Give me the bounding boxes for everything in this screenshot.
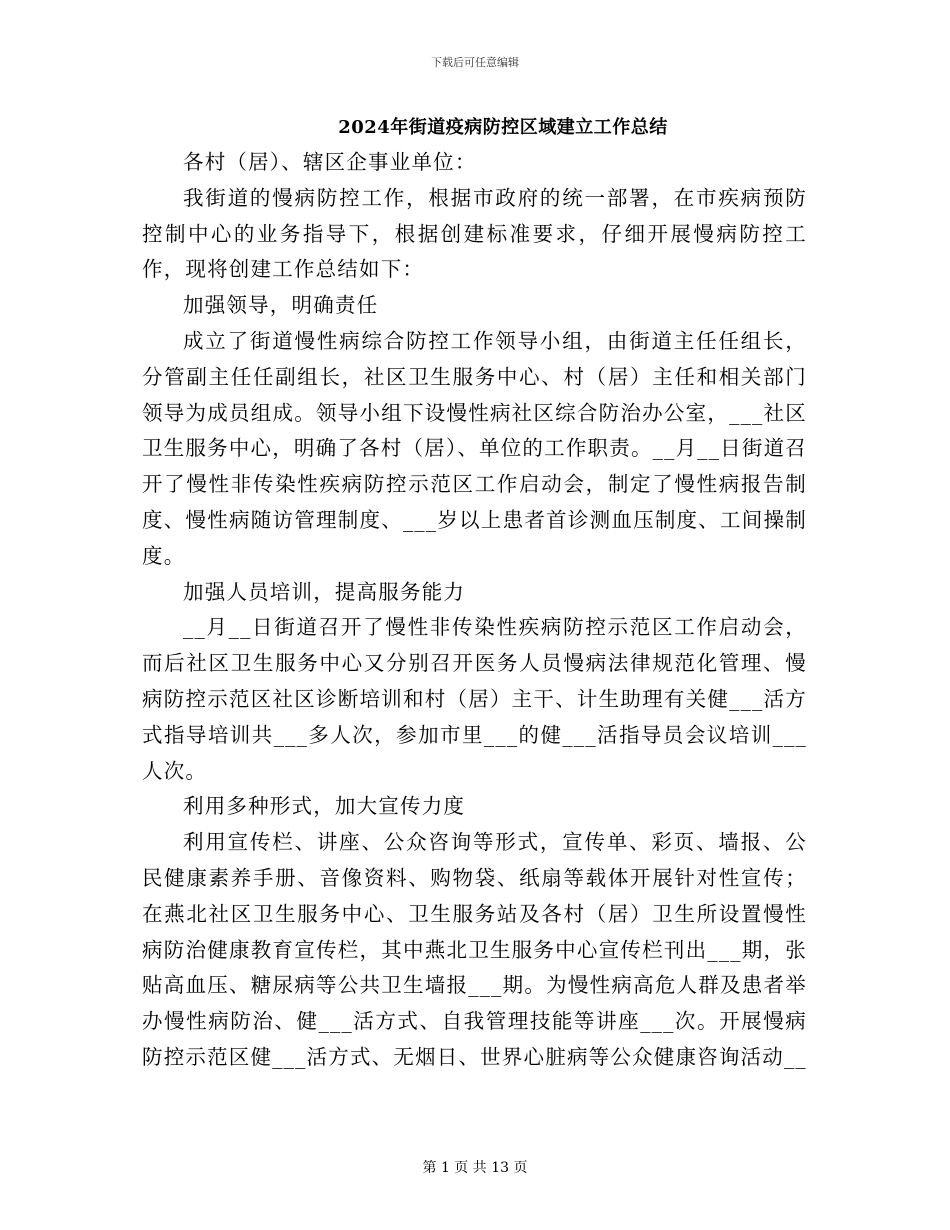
document-title: 2024年街道疫病防控区域建立工作总结 — [338, 117, 668, 138]
document-body — [142, 145, 807, 1076]
paragraph-training: __月__日街道召开了慢性非传染性疾病防控示范区工作启动会，而后社区卫生服务中心又分别召开医务人员慢病法律规范化管理、慢病防控示范区社区诊断培训和村（居）主干、计生助理有关健___活方式指导培训共___多人次，参加市里___的健___活指导员会议培训___人次。 — [142, 615, 807, 783]
section-heading-leadership: 加强领导，明确责任 — [183, 293, 379, 318]
salutation: 各村（居）、辖区企事业单位： — [183, 150, 477, 174]
section-heading-publicity: 利用多种形式，加大宣传力度 — [183, 794, 466, 819]
paragraph-intro: 我街道的慢病防控工作，根据市政府的统一部署，在市疾病预防控制中心的业务指导下，根据创建标准要求，仔细开展慢病防控工作，现将创建工作总结如下： — [142, 185, 807, 282]
paragraph-leadership: 成立了街道慢性病综合防控工作领导小组，由街道主任任组长，分管副主任任副组长，社区卫生服务中心、村（居）主任和相关部门领导为成员组成。领导小组下设慢性病社区综合防治办公室，___社区卫生服务中心，明确了各村（居）、单位的工作职责。__月__日街道召开了慢性非传染性疾病防控示范区工作启动会，制定了慢性病报告制度、慢性病随访管理制度、___岁以上患者首诊测血压制度、工间操制度。 — [142, 328, 807, 568]
download-note: 下载后可任意编辑 — [431, 56, 519, 69]
section-heading-training: 加强人员培训，提高服务能力 — [183, 579, 466, 604]
paragraph-publicity: 利用宣传栏、讲座、公众咨询等形式，宣传单、彩页、墙报、公民健康素养手册、音像资料、购物袋、纸扇等载体开展针对性宣传；在燕北社区卫生服务中心、卫生服务站及各村（居）卫生所设置慢性病防治健康教育宣传栏，其中燕北卫生服务中心宣传栏刊出___期，张贴高血压、糖尿病等公共卫生墙报___期。为慢性病高危人群及患者举办慢性病防治、健___活方式、自我管理技能等讲座___次。开展慢病防控示范区健___活方式、无烟日、世界心脏病等公众健康咨询活动__ — [142, 830, 807, 1069]
page-number: 第 1 页 共 13 页 — [422, 1160, 528, 1176]
